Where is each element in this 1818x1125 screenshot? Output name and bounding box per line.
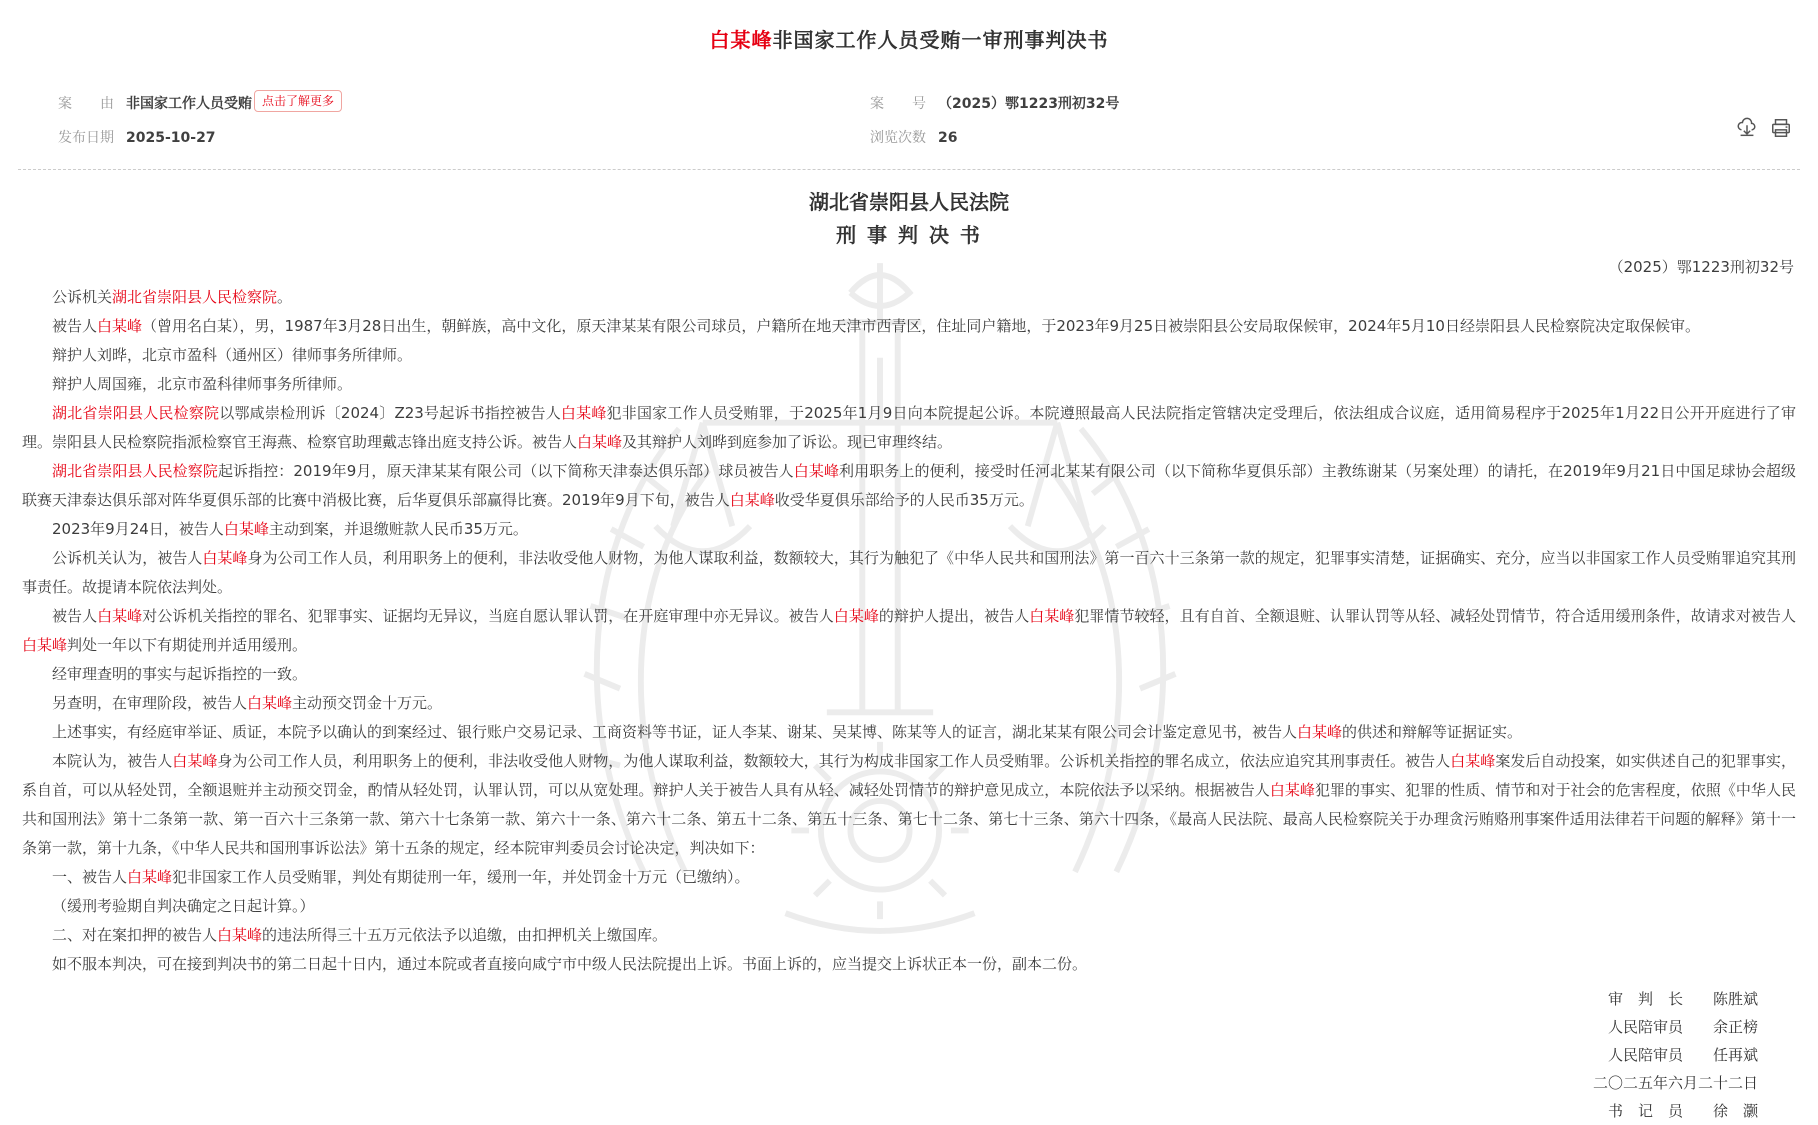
- judgment-paragraph: [22, 892, 1796, 921]
- signature-line: 人民陪审员 任再斌: [1607, 1046, 1758, 1064]
- plain-text: 收受华夏俱乐部给予的人民币35万元。: [774, 491, 1034, 509]
- plain-text: 犯罪的事实、犯罪的性质、情节和对于社会的危害程度，依照《中华人民共和国刑法》第十二条第一款、第一百六十三条第一款、第六十七条第一款、第六十一条、第六十二条、第五十二条、第五十三条、第七十二条、第七十三条、第六十四条，《最高人民法院、最高人民检察院关于办理贪污贿赂刑事案件适用法律若干问题的解释》第十一条第一款，第十九条，《中华人民共和国刑事诉讼法》第十五条的规定，经本院审判委员会讨论决定，判决如下：: [22, 781, 1796, 857]
- plain-text: 。: [277, 288, 293, 306]
- judgment-paragraph: [22, 689, 1796, 718]
- judgment-paragraph: [22, 341, 1796, 370]
- plain-text: 及其辩护人刘晔到庭参加了诉讼。现已审理终结。: [622, 433, 953, 451]
- judgment-paragraph: [22, 457, 1796, 515]
- judgment-paragraph: [22, 399, 1796, 457]
- plain-text: 判处一年以下有期徒刑并适用缓刑。: [67, 636, 308, 654]
- highlighted-text: 白某峰: [22, 636, 68, 654]
- highlighted-text: 白某峰: [833, 607, 879, 625]
- case-number-value: （2025）鄂1223刑初32号: [938, 96, 1120, 112]
- highlighted-text: 白某峰: [560, 404, 607, 422]
- plain-text: 利用职务上的便利，接受时任河北某某有限公司（以下简称华夏俱乐部）主教练谢某（另案处理）的请托，在2019年9月21日中国足球协会超级联赛天津泰达俱乐部对阵华夏俱乐部的比赛中消极比赛，后华夏俱乐部赢得比赛。2019年9月下旬，被告人: [22, 462, 1796, 509]
- plain-text: 一、被告人: [52, 868, 128, 886]
- header-divider: [18, 169, 1800, 170]
- highlighted-text: 白某峰: [1269, 781, 1315, 799]
- judgment-paragraph: [22, 370, 1796, 399]
- judgment-paragraph: [22, 747, 1796, 863]
- highlighted-text: 白某峰: [127, 868, 173, 886]
- views-label: 浏览次数: [870, 130, 926, 146]
- highlighted-text: 白某峰: [172, 752, 218, 770]
- plain-text: 主动到案，并退缴赃款人民币35万元。: [268, 520, 528, 538]
- case-cause-value: 非国家工作人员受贿: [126, 96, 252, 112]
- highlighted-text: 白某峰: [729, 491, 775, 509]
- plain-text: 经审理查明的事实与起诉指控的一致。: [52, 665, 308, 683]
- plain-text: 的违法所得三十五万元依法予以追缴，由扣押机关上缴国库。: [262, 926, 668, 944]
- judgment-paragraph: [22, 718, 1796, 747]
- views-value: 26: [938, 130, 958, 146]
- plain-text: 对公诉机关指控的罪名、犯罪事实、证据均无异议，当庭自愿认罪认罚，在开庭审理中亦无异议。被告人: [142, 607, 834, 625]
- plain-text: 2023年9月24日，被告人: [52, 520, 224, 538]
- case-number-label: 案 号: [870, 96, 926, 112]
- judgment-paragraph: [22, 863, 1796, 892]
- plain-text: 被告人: [52, 317, 98, 335]
- plain-text: 公诉机关认为，被告人: [52, 549, 203, 567]
- highlighted-text: 白某峰: [1450, 752, 1496, 770]
- highlighted-text: 白某峰: [97, 607, 143, 625]
- highlighted-text: 白某峰: [202, 549, 248, 567]
- highlighted-text: 白某峰: [97, 317, 143, 335]
- highlighted-text: 湖北省崇阳县人民检察院: [52, 462, 218, 480]
- signature-line: 人民陪审员 余正榜: [1607, 1018, 1758, 1036]
- highlighted-text: 湖北省崇阳县人民检察院: [112, 288, 278, 306]
- plain-text: 上述事实，有经庭审举证、质证，本院予以确认的到案经过、银行账户交易记录、工商资料等书证，证人李某、谢某、吴某博、陈某等人的证言，湖北某某有限公司会计鉴定意见书，被告人: [52, 723, 1298, 741]
- plain-text: 如不服本判决，可在接到判决书的第二日起十日内，通过本院或者直接向咸宁市中级人民法院提出上诉。书面上诉的，应当提交上诉状正本一份，副本二份。: [52, 955, 1088, 973]
- highlighted-text: 白某峰: [709, 28, 773, 52]
- plain-text: 另查明，在审理阶段，被告人: [52, 694, 248, 712]
- judgment-body: [0, 277, 1818, 979]
- highlighted-text: 湖北省崇阳县人民检察院: [52, 404, 220, 422]
- highlighted-text: 白某峰: [793, 462, 840, 480]
- plain-text: 主动预交罚金十万元。: [292, 694, 443, 712]
- judgment-paragraph: [22, 283, 1796, 312]
- highlighted-text: 白某峰: [223, 520, 269, 538]
- plain-text: 起诉指控：2019年9月，原天津某某有限公司（以下简称天津泰达俱乐部）球员被告人: [217, 462, 794, 480]
- highlighted-text: 白某峰: [577, 433, 623, 451]
- judgment-paragraph: [22, 950, 1796, 979]
- learn-more-button[interactable]: 点击了解更多: [254, 90, 342, 112]
- highlighted-text: 白某峰: [217, 926, 263, 944]
- judgment-paragraph: [22, 312, 1796, 341]
- plain-text: 犯非国家工作人员受贿罪，判处有期徒刑一年，缓刑一年，并处罚金十万元（已缴纳）。: [172, 868, 750, 886]
- plain-text: 犯非国家工作人员受贿罪，于2025年1月9日向本院提起公诉。本院遵照最高人民法院指定管辖决定受理后，依法组成合议庭，适用简易程序于2025年1月22日公开开庭进行了审理。崇阳县人民检察院指派检察官王海燕、检察官助理戴志锋出庭支持公诉。被告人: [22, 404, 1796, 451]
- document-case-number: （2025）鄂1223刑初32号: [1608, 258, 1794, 276]
- document-type: 刑 事 判 决 书: [836, 223, 982, 247]
- print-icon[interactable]: [1770, 117, 1792, 139]
- plain-text: 犯罪情节较轻，且有自首、全额退赃、认罪认罚等从轻、减轻处罚情节，符合适用缓刑条件，故请求对被告人: [1074, 607, 1796, 625]
- plain-text: 以鄂咸崇检刑诉〔2024〕Z23号起诉书指控被告人: [219, 404, 561, 422]
- header-actions: [1728, 117, 1792, 139]
- plain-text: 公诉机关: [52, 288, 113, 306]
- plain-text: 辩护人刘晔，北京市盈科（通州区）律师事务所律师。: [52, 346, 413, 364]
- judgment-paragraph: [22, 602, 1796, 660]
- signature-line: 书 记 员 徐 灏: [1607, 1102, 1758, 1120]
- judgment-paragraph: [22, 921, 1796, 950]
- plain-text: 的辩护人提出，被告人: [878, 607, 1030, 625]
- header-meta: [0, 93, 1818, 159]
- judgment-paragraph: [22, 660, 1796, 689]
- plain-text: 非国家工作人员受贿一审刑事判决书: [772, 28, 1109, 52]
- publish-date-value: 2025-10-27: [126, 130, 216, 146]
- plain-text: 二、对在案扣押的被告人: [52, 926, 218, 944]
- plain-text: 本院认为，被告人: [52, 752, 173, 770]
- page-title: [0, 0, 1818, 53]
- highlighted-text: 白某峰: [1297, 723, 1343, 741]
- plain-text: （曾用名白某），男，1987年3月28日出生，朝鲜族，高中文化，原天津某某有限公司球员，户籍所在地天津市西青区，住址同户籍地，于2023年9月25日被崇阳县公安局取保候审，2024年5月10日经崇阳县人民检察院决定取保候审。: [142, 317, 1700, 335]
- highlighted-text: 白某峰: [1029, 607, 1075, 625]
- plain-text: 身为公司工作人员，利用职务上的便利，非法收受他人财物，为他人谋取利益，数额较大，其行为构成非国家工作人员受贿罪。公诉机关指控的罪名成立，依法应追究其刑事责任。被告人: [217, 752, 1451, 770]
- case-cause-label: 案 由: [58, 96, 114, 112]
- judgment-paragraph: [22, 544, 1796, 602]
- signature-line: 审 判 长 陈胜斌: [1607, 990, 1758, 1008]
- plain-text: （缓刑考验期自判决确定之日起计算。）: [52, 897, 315, 915]
- signature-block: [0, 985, 1818, 1125]
- plain-text: 的供述和辩解等证据证实。: [1342, 723, 1523, 741]
- highlighted-text: 白某峰: [247, 694, 293, 712]
- download-icon[interactable]: [1736, 117, 1758, 139]
- plain-text: 案发后自动投案，如实供述自己的犯罪事实，系自首，可以从轻处罚，全额退赃并主动预交罚金，酌情从轻处罚，认罪认罚，可以从宽处理。辩护人关于被告人具有从轻、减轻处罚情节的辩护意见成立，本院依法予以采纳。根据被告人: [22, 752, 1796, 799]
- plain-text: 身为公司工作人员，利用职务上的便利，非法收受他人财物，为他人谋取利益，数额较大，其行为触犯了《中华人民共和国刑法》第一百六十三条第一款的规定，犯罪事实清楚，证据确实、充分，应当以非国家工作人员受贿罪追究其刑事责任。故提请本院依法判处。: [22, 549, 1796, 596]
- plain-text: 被告人: [52, 607, 98, 625]
- plain-text: 辩护人周国雍，北京市盈科律师事务所律师。: [52, 375, 353, 393]
- signature-line: 二〇二五年六月二十二日: [1592, 1074, 1758, 1092]
- court-name: 湖北省崇阳县人民法院: [809, 190, 1009, 214]
- publish-date-label: 发布日期: [58, 130, 114, 146]
- judgment-paragraph: [22, 515, 1796, 544]
